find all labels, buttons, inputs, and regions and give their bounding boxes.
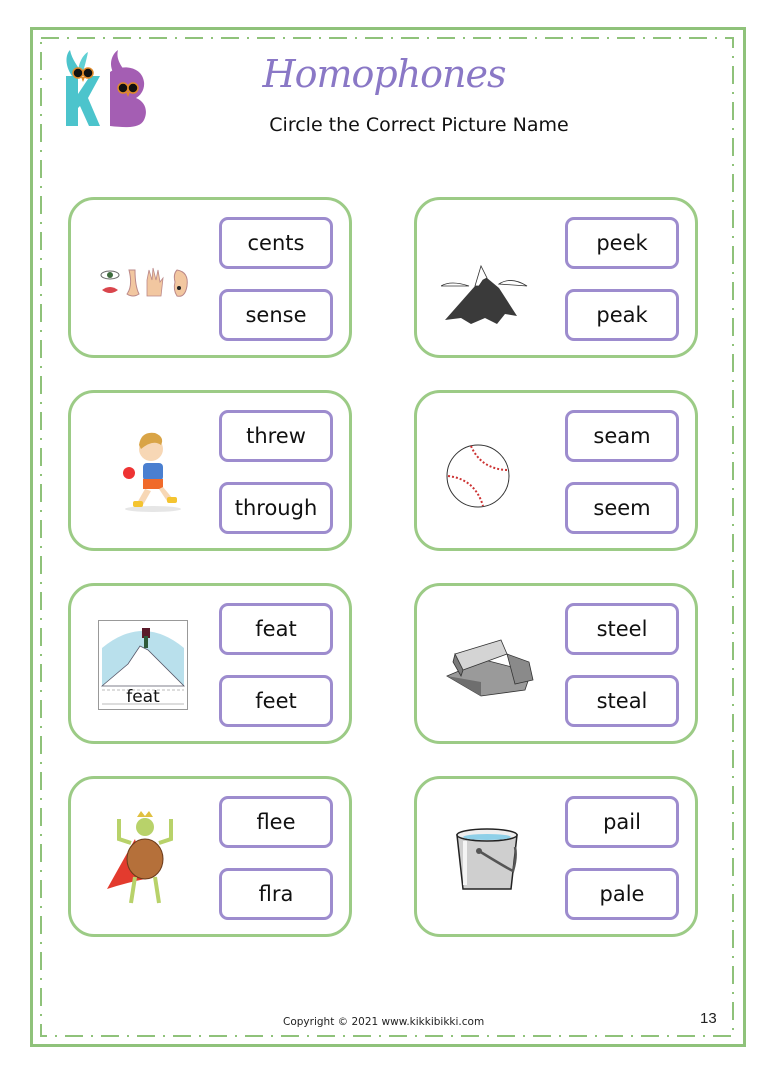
boy-throwing-ball-picture (119, 429, 185, 513)
homophone-card (68, 390, 352, 551)
homophone-card (414, 197, 698, 358)
option-steel[interactable]: steel (565, 603, 679, 655)
option-feet[interactable]: feet (219, 675, 333, 727)
option-sense[interactable]: sense (219, 289, 333, 341)
homophone-card (414, 583, 698, 744)
copyright-text: Copyright © 2021 www.kikkibikki.com (283, 1016, 485, 1028)
homophone-card (68, 583, 352, 744)
option-pail[interactable]: pail (565, 796, 679, 848)
homophone-card (414, 776, 698, 937)
option-flee[interactable]: flee (219, 796, 333, 848)
option-pale[interactable]: pale (565, 868, 679, 920)
worksheet-title: Homophones (262, 52, 506, 96)
homophone-card (414, 390, 698, 551)
option-flra[interactable]: flra (219, 868, 333, 920)
bucket-picture (455, 827, 521, 893)
option-through[interactable]: through (219, 482, 333, 534)
metal-bars-picture (445, 632, 541, 698)
mountain-peak-picture (441, 258, 531, 328)
worksheet-instructions: Circle the Correct Picture Name (269, 114, 569, 136)
flea-king-picture (105, 809, 185, 909)
climber-on-summit-picture (98, 620, 188, 710)
five-senses-picture (99, 266, 195, 302)
option-seem[interactable]: seem (565, 482, 679, 534)
homophone-card (68, 776, 352, 937)
baseball-picture (445, 443, 511, 509)
picture-caption: feat (126, 687, 160, 707)
option-threw[interactable]: threw (219, 410, 333, 462)
option-cents[interactable]: cents (219, 217, 333, 269)
option-feat[interactable]: feat (219, 603, 333, 655)
option-steal[interactable]: steal (565, 675, 679, 727)
page-number: 13 (700, 1010, 717, 1027)
option-peek[interactable]: peek (565, 217, 679, 269)
homophone-card (68, 197, 352, 358)
option-seam[interactable]: seam (565, 410, 679, 462)
option-peak[interactable]: peak (565, 289, 679, 341)
